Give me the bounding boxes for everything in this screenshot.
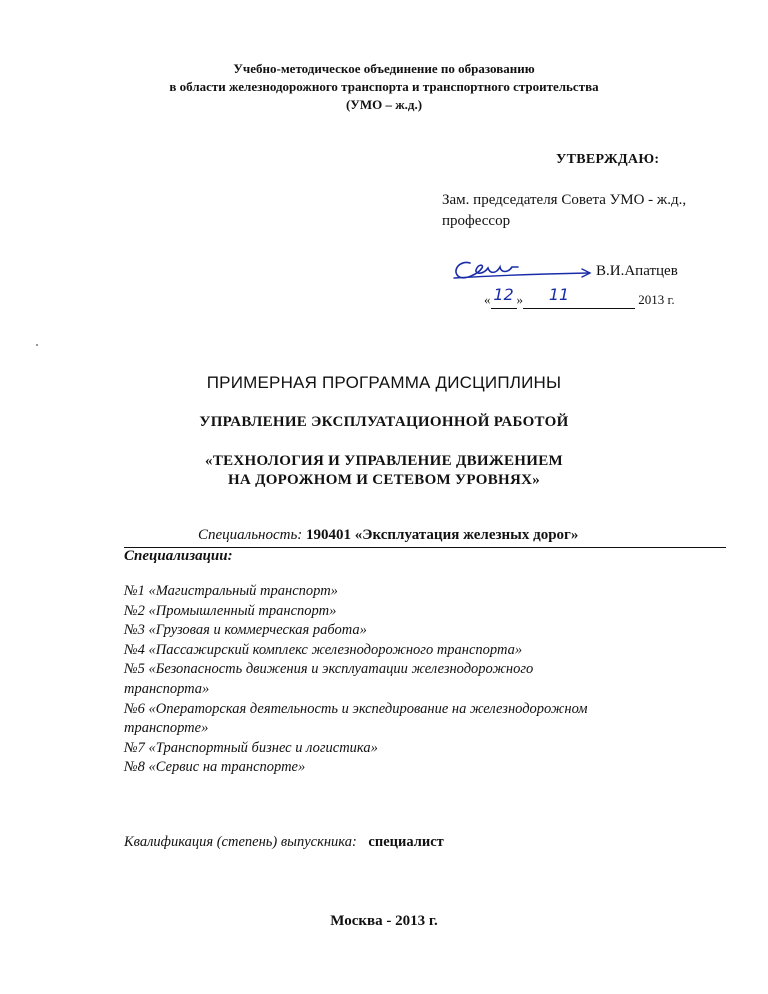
specializations-heading: Специализации:: [124, 548, 233, 564]
specializations-list: [124, 582, 734, 778]
qualification-row: [124, 834, 444, 851]
approver-position-line1: Зам. председателя Совета УМО - ж.д.,: [442, 192, 687, 208]
program-title: ПРИМЕРНАЯ ПРОГРАММА ДИСЦИПЛИНЫ: [206, 373, 562, 392]
approver-position-line2: профессор: [442, 213, 511, 229]
specialty-label: Специальность:: [198, 527, 303, 543]
qualification-value: специалист: [368, 834, 444, 850]
specialty-row: [198, 527, 578, 544]
org-name-line1: Учебно-методическое объединение по образованию: [233, 61, 535, 76]
scan-speck: [36, 344, 38, 346]
org-name-line2: в области железнодорожного транспорта и транспортного строительства: [169, 79, 599, 94]
list-item: транспорте»: [124, 720, 209, 737]
discipline-name-line1: «ТЕХНОЛОГИЯ И УПРАВЛЕНИЕ ДВИЖЕНИЕМ: [205, 453, 563, 469]
list-item: №6 «Операторская деятельность и экспедирование на железнодорожном: [124, 700, 588, 717]
list-item: №8 «Сервис на транспорте»: [124, 759, 306, 776]
handwritten-signature: [448, 254, 608, 284]
discipline-name-line2: НА ДОРОЖНОМ И СЕТЕВОМ УРОВНЯХ»: [227, 472, 541, 488]
date-month-field: [523, 285, 635, 309]
list-item: №5 «Безопасность движения и эксплуатации железнодорожного: [124, 661, 534, 678]
specialty-value: 190401 «Эксплуатация железных дорог»: [306, 527, 579, 543]
discipline-heading: УПРАВЛЕНИЕ ЭКСПЛУАТАЦИОННОЙ РАБОТОЙ: [199, 414, 569, 430]
date-open-quote: «: [484, 292, 491, 307]
date-day-field: [491, 285, 517, 309]
list-item: №2 «Промышленный транспорт»: [124, 602, 337, 619]
list-item: №1 «Магистральный транспорт»: [124, 583, 338, 599]
date-month: 11: [548, 285, 570, 304]
org-name-line3: (УМО – ж.д.): [345, 97, 423, 112]
approval-date: [484, 285, 675, 309]
list-item: транспорта»: [124, 680, 210, 697]
list-item: №3 «Грузовая и коммерческая работа»: [124, 622, 367, 639]
date-day: 12: [493, 285, 514, 304]
city-year: Москва - 2013 г.: [330, 913, 438, 929]
date-year: 2013 г.: [638, 292, 675, 307]
qualification-label: Квалификация (степень) выпускника:: [124, 834, 357, 850]
approval-heading: УТВЕРЖДАЮ:: [556, 152, 660, 167]
list-item: №7 «Транспортный бизнес и логистика»: [124, 739, 378, 756]
signer-name: В.И.Апатцев: [596, 263, 678, 279]
list-item: №4 «Пассажирский комплекс железнодорожного транспорта»: [124, 641, 523, 658]
date-close-quote: »: [516, 292, 523, 307]
